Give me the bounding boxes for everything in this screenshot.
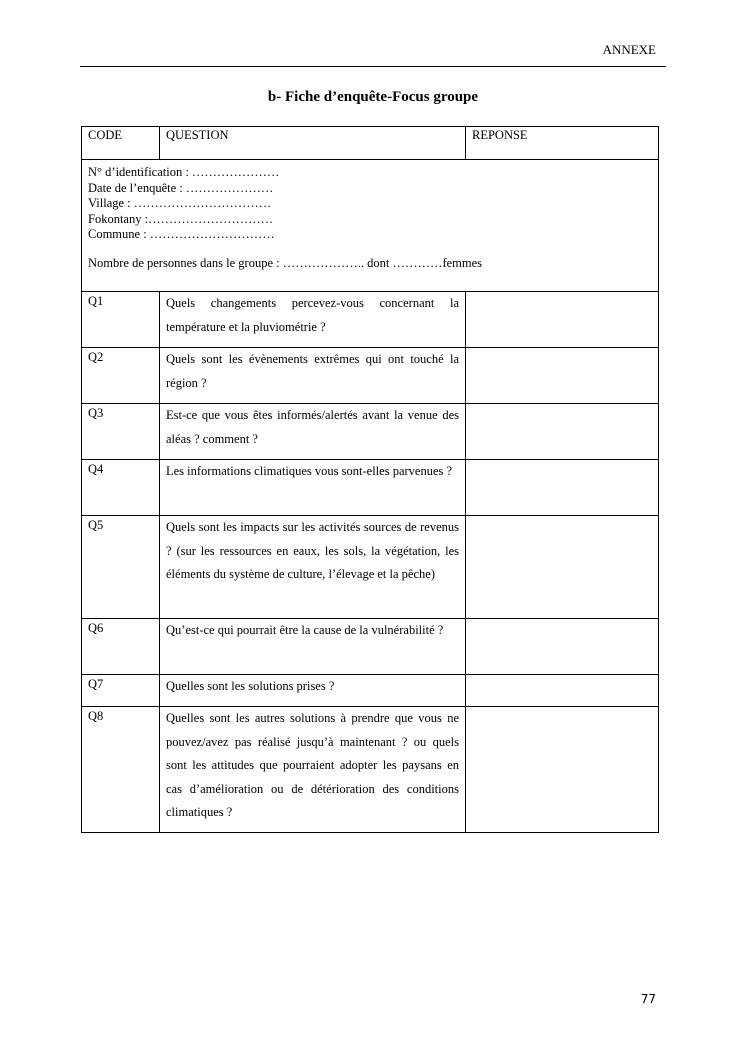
table-header-row [82,127,659,160]
question-code: Q5 [82,516,160,619]
commune-line: Commune : ………………………… [88,227,275,241]
column-header-code: CODE [82,127,160,160]
response-cell[interactable] [466,707,659,833]
question-text: Quels sont les impacts sur les activités sources de revenus ? (sur les ressources en eaux, les sols, la végétation, les éléments du système de culture, l’élevage et la pêche) [160,516,466,619]
response-cell[interactable] [466,292,659,348]
question-code: Q2 [82,348,160,404]
table-row [82,348,659,404]
question-code: Q4 [82,460,160,516]
document-title: b- Fiche d’enquête-Focus groupe [267,89,479,105]
survey-date-line: Date de l’enquête : ………………… [88,180,274,195]
question-text: Quelles sont les autres solutions à prendre que vous ne pouvez/avez pas réalisé jusqu’à maintenant ? ou quels sont les attitudes que pourraient adopter les paysans en cas d’amélioration ou de détérioration des conditions climatiques ? [160,707,466,833]
question-text: Quelles sont les solutions prises ? [160,675,466,707]
fokontany-line: Fokontany :………………………… [88,211,274,226]
response-cell[interactable] [466,348,659,404]
column-header-response: REPONSE [466,127,659,160]
table-row [82,292,659,348]
question-code: Q1 [82,292,160,348]
question-code: Q3 [82,404,160,460]
question-text: Quels changements percevez-vous concernant la température et la pluviométrie ? [160,292,466,348]
response-cell[interactable] [466,675,659,707]
question-code: Q7 [82,675,160,707]
response-cell[interactable] [466,404,659,460]
identification-row [82,160,659,292]
question-text: Qu’est-ce qui pourrait être la cause de la vulnérabilité ? [160,619,466,675]
response-cell[interactable] [466,460,659,516]
question-text: Est-ce que vous êtes informés/alertés avant la venue des aléas ? comment ? [160,404,466,460]
column-header-question: QUESTION [160,127,466,160]
village-line: Village : …………………………… [88,196,272,210]
response-cell[interactable] [466,516,659,619]
question-code: Q8 [82,707,160,833]
table-row [82,404,659,460]
question-text: Quels sont les évènements extrêmes qui ont touché la région ? [160,348,466,404]
table-row [82,619,659,675]
question-text: Les informations climatiques vous sont-elles parvenues ? [160,460,466,516]
table-row [82,460,659,516]
table-row [82,516,659,619]
header-rule [80,66,666,67]
group-size-line: Nombre de personnes dans le groupe : ……………….. dont …………femmes [88,255,483,270]
survey-table [81,126,659,833]
page-header-annexe: ANNEXE [602,42,656,57]
table-row [82,707,659,833]
table-row [82,675,659,707]
response-cell[interactable] [466,619,659,675]
question-code: Q6 [82,619,160,675]
page-number: 77 [640,992,656,1006]
identification-number-line: N° d’identification : ………………… [88,165,280,179]
identification-block [82,160,659,292]
